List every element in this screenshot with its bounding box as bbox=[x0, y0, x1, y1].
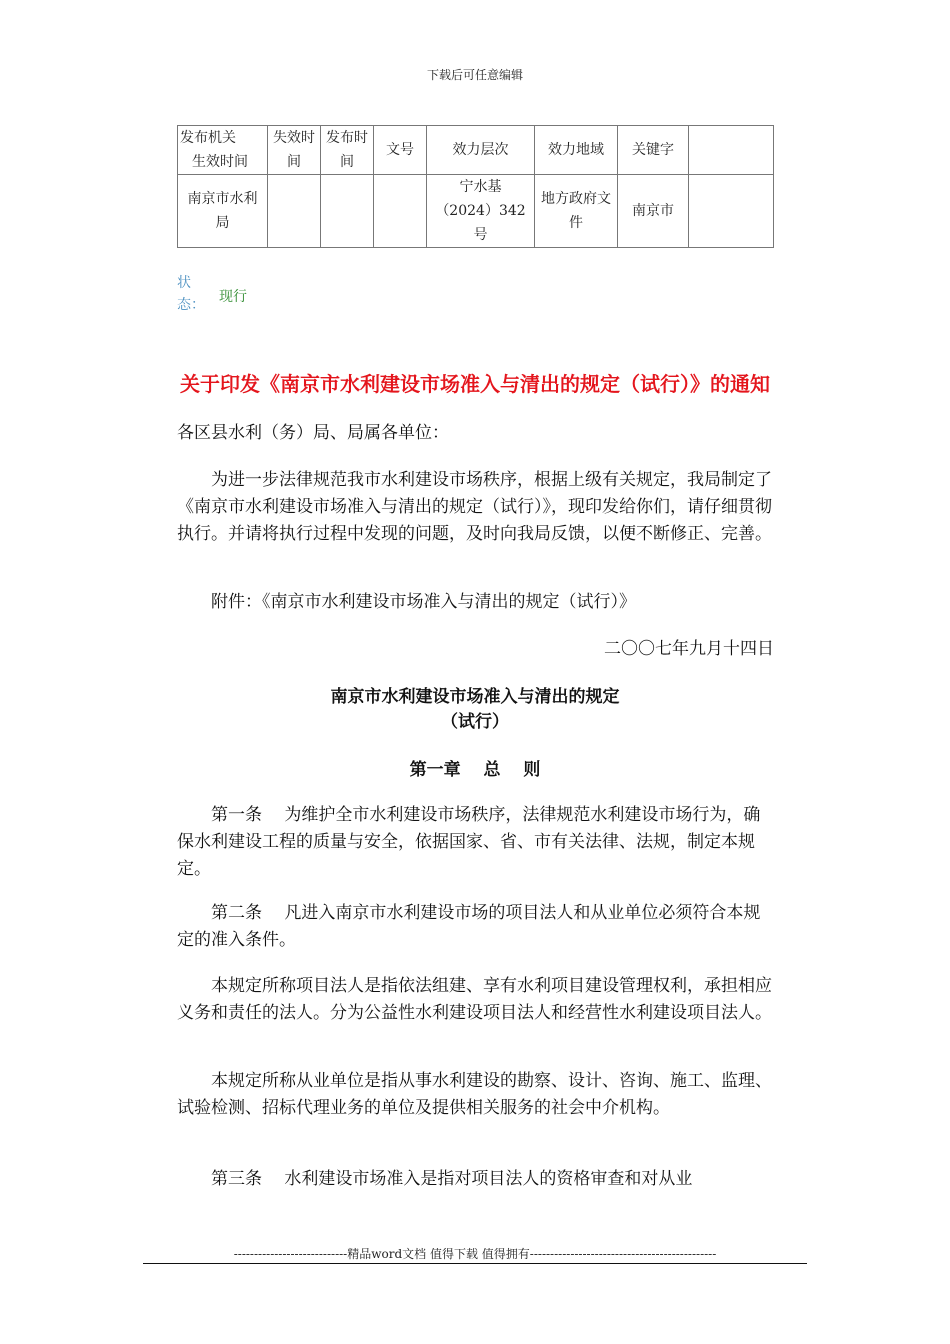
header-publish-time: 发布时 间 bbox=[321, 126, 374, 175]
article-2-practitioner-units: 本规定所称从业单位是指从事水利建设的勘察、设计、咨询、施工、监理、试验检测、招标代理业务的单位及提供相关服务的社会中介机构。 bbox=[177, 1071, 772, 1118]
cell-keywords: 南京市 bbox=[618, 175, 689, 248]
cell-empty bbox=[689, 175, 774, 248]
intro-paragraph: 为进一步法律规范我市水利建设市场秩序，根据上级有关规定，我局制定了《南京市水利建设市场准入与清出的规定（试行）》，现印发给你们，请仔细贯彻执行。并请将执行过程中发现的问题，及时向我局反馈，以便不断修正、完善。 bbox=[177, 470, 772, 544]
header-level: 效力层次 bbox=[427, 126, 535, 175]
table-header-row bbox=[178, 126, 774, 175]
footer-rule bbox=[143, 1263, 807, 1264]
cell-issuer: 南京市水利 局 bbox=[178, 175, 268, 248]
table-row bbox=[178, 175, 774, 248]
attachment-line: 附件：《南京市水利建设市场准入与清出的规定（试行）》 bbox=[211, 592, 636, 612]
cell-region: 地方政府文 件 bbox=[535, 175, 618, 248]
issue-date: 二〇〇七年九月十四日 bbox=[604, 639, 774, 659]
document-title: 南京市水利建设市场准入与清出的规定 bbox=[330, 687, 620, 707]
header-note: 下载后可任意编辑 bbox=[426, 68, 523, 82]
status-label: 状态： bbox=[177, 275, 205, 313]
salutation: 各区县水利（务）局、局属各单位： bbox=[177, 423, 449, 443]
cell-publish-time bbox=[321, 175, 374, 248]
article-3: 第三条 水利建设市场准入是指对项目法人的资格审查和对从业 bbox=[211, 1169, 693, 1189]
header-region: 效力地域 bbox=[535, 126, 618, 175]
chapter-heading: 第一章 总 则 bbox=[409, 760, 541, 780]
metadata-table bbox=[177, 125, 774, 248]
status-value: 现行 bbox=[219, 289, 247, 305]
header-issuer: 发布机关 bbox=[180, 130, 236, 146]
header-keywords: 关键字 bbox=[618, 126, 689, 175]
article-2-project-legal-person: 本规定所称项目法人是指依法组建、享有水利项目建设管理权利，承担相应义务和责任的法人。分为公益性水利建设项目法人和经营性水利建设项目法人。 bbox=[177, 976, 772, 1023]
header-effective-time: 生效时间 bbox=[192, 154, 248, 170]
cell-expiry-time bbox=[268, 175, 321, 248]
cell-doc-number bbox=[374, 175, 427, 248]
header-empty bbox=[689, 126, 774, 175]
document-subtitle: （试行） bbox=[441, 712, 509, 732]
header-issuer-effective bbox=[178, 126, 268, 175]
footer-note: ----------------------------精品word文档 值得下载 值得拥有---------------------------------------------- bbox=[233, 1247, 717, 1261]
notice-title: 关于印发《南京市水利建设市场准入与清出的规定（试行）》的通知 bbox=[180, 372, 770, 396]
article-1: 第一条 为维护全市水利建设市场秩序，法律规范水利建设市场行为，确保水利建设工程的质量与安全，依据国家、省、市有关法律、法规，制定本规定。 bbox=[177, 805, 761, 879]
cell-level-number: 宁水基 （2024）342号 bbox=[427, 175, 535, 248]
article-2: 第二条 凡进入南京市水利建设市场的项目法人和从业单位必须符合本规定的准入条件。 bbox=[177, 903, 761, 950]
header-expiry-time: 失效时 间 bbox=[268, 126, 321, 175]
header-doc-number: 文号 bbox=[374, 126, 427, 175]
